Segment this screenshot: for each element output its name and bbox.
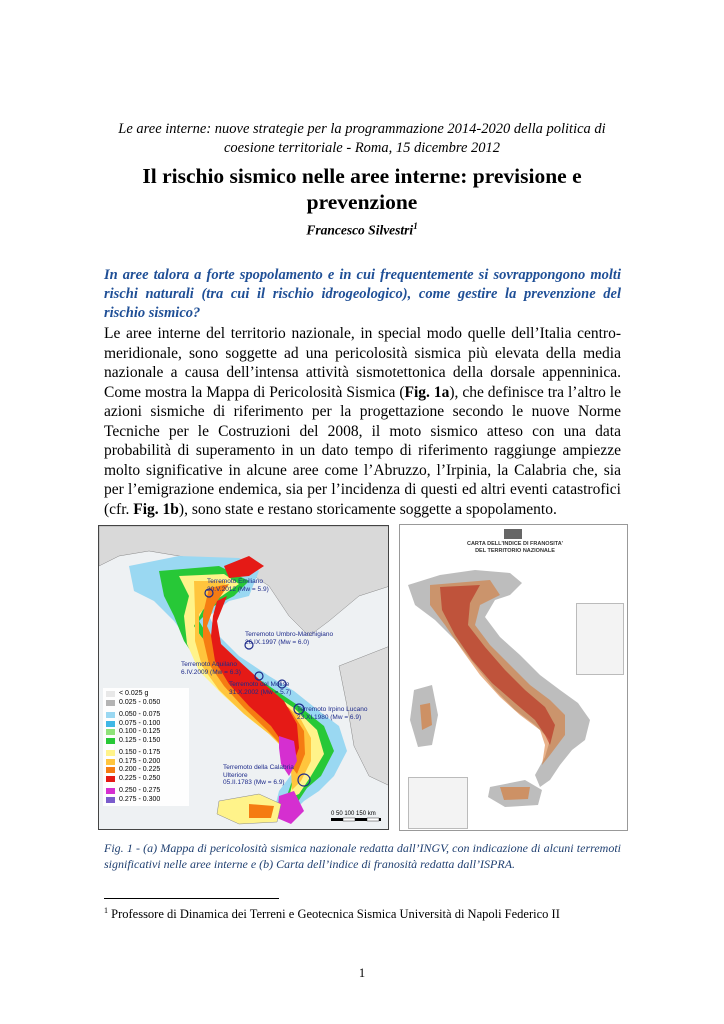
legend-swatch xyxy=(106,797,115,803)
figure-1a-seismic-hazard-map xyxy=(98,525,389,830)
author xyxy=(100,221,624,239)
conference-line-2: coesione territoriale - Roma, 15 dicembre 2012 xyxy=(223,140,501,156)
quake-name: Terremoto del Molise xyxy=(229,681,290,688)
legend-label: 0.275 - 0.300 xyxy=(119,795,161,803)
conference-header xyxy=(100,120,624,158)
legend-label: 0.050 - 0.075 xyxy=(119,711,161,718)
legend-label: 0.200 - 0.225 xyxy=(119,766,161,773)
figure-1b-landslide-index-map xyxy=(399,524,628,831)
legend-label: 0.100 - 0.125 xyxy=(119,728,161,735)
quake-label-umbro-marchigiano xyxy=(245,631,333,646)
legend-swatch xyxy=(106,759,115,765)
page-number: 1 xyxy=(358,966,366,980)
research-question: In aree talora a forte spopolamento e in cui frequentemente si sovrappongono molti rischi naturali (tra cui il rischio idrogeologico), come gestire la prevenzione del rischio sismico? xyxy=(104,267,621,321)
author-name: Francesco Silvestri xyxy=(306,222,414,238)
footnote-mark: 1 xyxy=(104,906,108,915)
hazard-legend xyxy=(103,688,189,806)
legend-label: 0.175 - 0.200 xyxy=(119,757,161,765)
paper-title xyxy=(100,163,624,215)
footnote xyxy=(104,906,621,922)
quake-label-calabria xyxy=(223,764,301,787)
figure-caption: Fig. 1 - (a) Mappa di pericolosità sismica nazionale redatta dall’INGV, con indicazione di alcuni terremoti significativi nelle aree interne e (b) Carta dell’indice di franosità redatta dall’ISPRA. xyxy=(104,841,621,871)
legend-label: < 0.025 g xyxy=(119,690,149,697)
quake-label-irpino-lucano xyxy=(297,706,367,721)
legend-label: 0.225 - 0.250 xyxy=(119,774,161,782)
legend-label: 0.075 - 0.100 xyxy=(119,719,161,727)
legend-swatch xyxy=(106,712,115,718)
fig-1a-ref: Fig. 1a xyxy=(404,383,450,401)
quake-label-molise xyxy=(229,681,291,696)
quake-date: 23.XI.1980 (Mw = 6.9) xyxy=(297,713,362,721)
legend-swatch xyxy=(106,700,115,706)
legend-swatch xyxy=(106,729,115,735)
legend-item xyxy=(106,787,186,796)
ispra-notes-box xyxy=(576,603,624,675)
title-line-1: Il rischio sismico nelle aree interne: previsione e xyxy=(142,164,582,188)
quake-name: Terremoto Aquilano xyxy=(181,661,238,668)
quake-date: 26.IX.1997 (Mw = 6.0) xyxy=(245,638,310,646)
legend-item xyxy=(106,749,186,758)
legend-item xyxy=(106,690,186,699)
legend-swatch xyxy=(106,721,115,727)
legend-item xyxy=(106,766,186,775)
legend-swatch xyxy=(106,767,115,773)
legend-item xyxy=(106,758,186,767)
legend-label: 0.025 - 0.050 xyxy=(119,698,161,706)
quake-name: Terremoto Irpino Lucano xyxy=(297,706,368,713)
scale-bar-label: 0 50 100 150 km xyxy=(331,811,376,817)
ispra-title-line-1: CARTA DELL'INDICE DI FRANOSITA' xyxy=(466,541,563,547)
legend-label: 0.125 - 0.150 xyxy=(119,736,161,744)
legend-swatch xyxy=(106,691,115,697)
ispra-title-line-2: DEL TERRITORIO NAZIONALE xyxy=(475,548,555,554)
body-part-1: Le aree interne del territorio nazionale, in special modo quelle dell’Italia centro-meridionale, sono soggette ad una pericolosità sismica più elevata della media nazionale a causa dell’intensa attività sismotettonica della dorsale appenninica. Come mostra la Mappa di Pericolosità Sismica ( xyxy=(104,325,621,401)
quake-name: Terremoto Umbro-Marchigiano xyxy=(245,631,334,638)
quake-label-aquilano xyxy=(181,661,241,676)
quake-date: 6.IV.2009 (Mw = 6.3) xyxy=(181,668,241,676)
footnote-rule xyxy=(104,898,279,899)
legend-item xyxy=(106,720,186,729)
legend-item xyxy=(106,796,186,805)
quake-date: 20.V.2012 (Mw = 5.9) xyxy=(207,585,269,593)
legend-swatch xyxy=(106,788,115,794)
ispra-map-title xyxy=(440,541,590,555)
quake-date: 05.II.1783 (Mw = 6.9) xyxy=(223,779,285,786)
quake-name: Terremoto Emiliano xyxy=(207,578,263,585)
body-paragraph xyxy=(104,324,621,519)
legend-item xyxy=(106,699,186,708)
conference-line-1: Le aree interne: nuove strategie per la programmazione 2014-2020 della politica di xyxy=(118,121,606,137)
fig-1b-ref: Fig. 1b xyxy=(133,500,179,518)
body-part-3: ), sono state e restano storicamente soggette a spopolamento. xyxy=(178,500,557,518)
quake-label-emiliano xyxy=(207,578,269,593)
quake-name: Terremoto della Calabria Ulteriore xyxy=(223,764,294,779)
ispra-legend-box xyxy=(408,777,468,829)
quake-date: 31.X.2002 (Mw = 5.7) xyxy=(229,688,292,696)
legend-item xyxy=(106,728,186,737)
footnote-text: Professore di Dinamica dei Terreni e Geotecnica Sismica Università di Napoli Federico II xyxy=(111,907,560,922)
legend-item xyxy=(106,711,186,720)
author-footnote-mark: 1 xyxy=(413,221,418,231)
legend-label: 0.250 - 0.275 xyxy=(119,787,161,794)
body-part-2: ), che definisce tra l’altro le azioni sismiche di riferimento per la progettazione secondo le nuove Norme Tecniche per le Costruzioni del 2008, il moto sismico atteso con una data probabilità di superamento in un dato tempo di riferimento raggiunge ampiezze molto significative in alcune aree come l’Abruzzo, l’Irpinia, la Calabria che, sia per l’emigrazione endemica, sia per l’incidenza di questi ed altri eventi catastrofici (cfr. xyxy=(104,383,621,518)
legend-item xyxy=(106,775,186,784)
legend-swatch xyxy=(106,776,115,782)
legend-swatch xyxy=(106,750,115,756)
legend-label: 0.150 - 0.175 xyxy=(119,749,161,756)
legend-swatch xyxy=(106,738,115,744)
title-line-2: prevenzione xyxy=(306,190,418,214)
legend-item xyxy=(106,737,186,746)
